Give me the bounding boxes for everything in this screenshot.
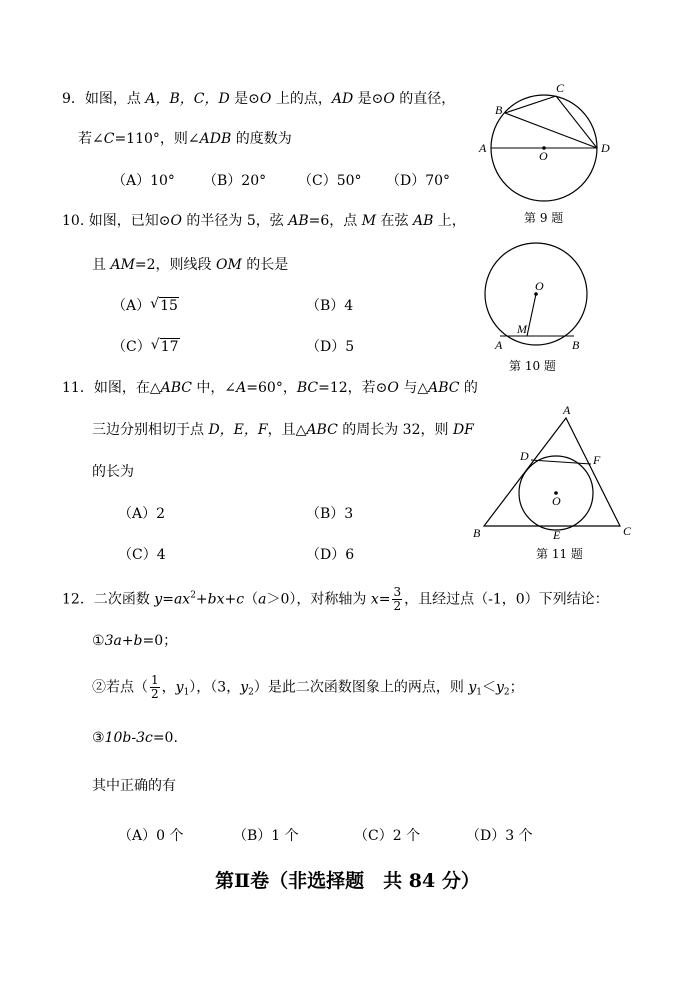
q12-option-d: （D）3 个 <box>466 828 533 844</box>
q10-line1: 10. 如图，已知⊙O 的半径为 5，弦 AB=6，点 M 在弦 AB 上， <box>62 213 466 229</box>
q10-caption: 第 10 题 <box>509 359 556 373</box>
q9-figure <box>470 78 620 212</box>
q9-option-c: （C）50° <box>298 173 362 189</box>
q11-option-b: （B）3 <box>306 506 354 522</box>
q11-option-c: （C）4 <box>118 547 166 563</box>
q9-option-b: （B）20° <box>203 173 267 189</box>
q12-conclusion-prompt: 其中正确的有 <box>92 778 176 794</box>
q11-point-f: F <box>593 453 601 467</box>
q11-line1: 11．如图，在△ABC 中，∠A=60°，BC=12，若⊙O 与△ABC 的 <box>62 380 478 396</box>
q9-point-a: A <box>479 141 487 155</box>
section-title: 第Ⅱ卷（非选择题 共 84 分） <box>215 870 480 892</box>
q12-fraction-1-2: $\frac{1}{2}$ <box>151 673 159 701</box>
q12-fraction-3-2: $\frac{3}{2}$ <box>393 585 402 613</box>
q11-triangle-abc <box>484 418 620 526</box>
q9-point-c: C <box>556 81 565 95</box>
q12-option-c: （C）2 个 <box>354 828 421 844</box>
q9-point-b: B <box>495 103 503 117</box>
q11-segment-df <box>531 460 591 464</box>
q12-conclusion-1: ①3a+b=0； <box>92 633 178 649</box>
q9-line2: 若∠C=110°，则∠ADB 的度数为 <box>78 131 292 147</box>
q9-chord-bc <box>505 96 556 113</box>
q11-figure <box>468 404 638 544</box>
q10-option-c: （C）√ 17 <box>112 338 180 356</box>
q9-point-o: O <box>539 149 548 163</box>
q10-point-b: B <box>572 338 580 352</box>
q9-option-a: （A）10° <box>112 173 175 189</box>
q10-point-o: O <box>535 279 544 293</box>
q12-conclusion-3: ③10b-3c=0. <box>92 730 178 746</box>
q11-point-b: B <box>473 526 481 540</box>
q11-option-a: （A）2 <box>118 506 166 522</box>
q12-option-b: （B）1 个 <box>233 828 299 844</box>
q10-point-m: M <box>517 322 527 336</box>
q10-line2: 且 AM=2，则线段 OM 的长是 <box>92 257 289 273</box>
q11-point-c: C <box>623 524 632 538</box>
q11-point-e: E <box>553 528 561 542</box>
q12-conclusion-2: ②若点（ $\frac{1}{2}$ ，$y_1$），（3，$y_2$）是此二次函数图象上的两点，则 $y_1<y_2$； <box>92 673 524 701</box>
q11-line3: 的长为 <box>92 464 134 480</box>
q12-stem: 12．二次函数 $y=ax^2+bx+c(a>0)$，对称轴为 x= $\frac{3}{2}$ ，且经过点（-1，0）下列结论： <box>62 585 609 613</box>
q11-point-o: O <box>552 494 561 508</box>
q11-caption: 第 11 题 <box>536 547 583 561</box>
q10-figure <box>480 236 600 356</box>
q11-line2: 三边分别相切于点 D，E，F，且△ABC 的周长为 32，则 DF <box>92 422 474 438</box>
q10-point-a: A <box>495 338 503 352</box>
q9-point-d: D <box>601 141 610 155</box>
q9-line1: 9．如图，点 A，B，C，D 是⊙O 上的点，AD 是⊙O 的直径， <box>62 91 456 107</box>
q11-option-d: （D）6 <box>306 547 355 563</box>
q10-segment-om <box>527 294 536 336</box>
q9-caption: 第 9 题 <box>524 211 564 225</box>
q10-option-a: （A）√ 15 <box>112 297 179 315</box>
q9-option-d: （D）70° <box>386 173 451 189</box>
q11-point-d: D <box>520 449 529 463</box>
q11-point-a: A <box>563 404 571 417</box>
q12-option-a: （A）0 个 <box>118 828 184 844</box>
q10-option-d: （D）5 <box>306 339 355 355</box>
q10-option-b: （B）4 <box>306 298 354 314</box>
